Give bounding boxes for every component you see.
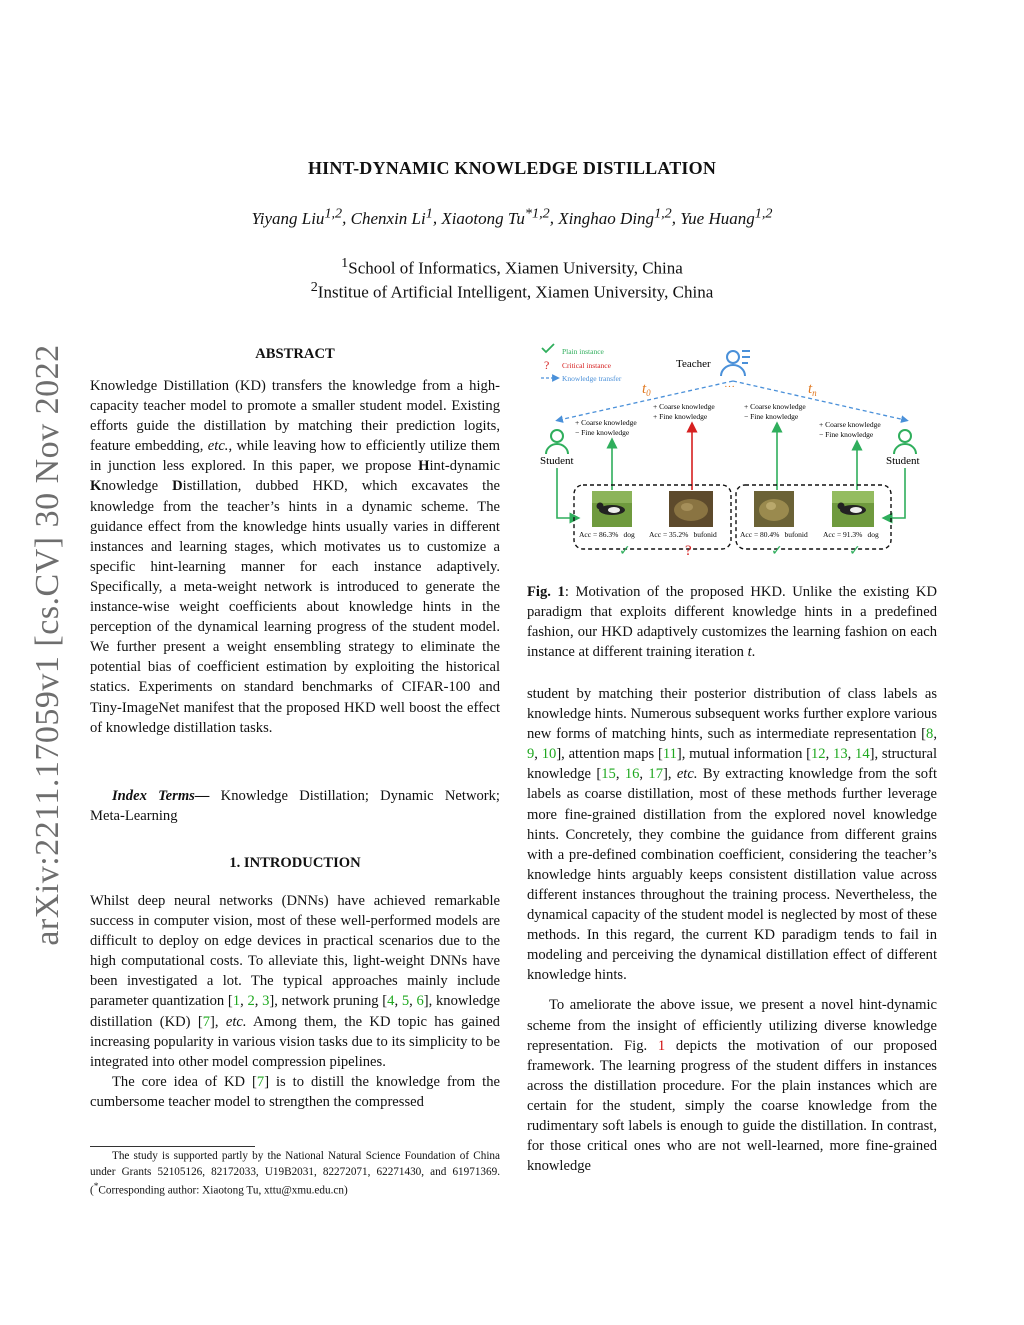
- figure-legend: [541, 344, 622, 383]
- question-icon: ?: [544, 358, 550, 372]
- paper-title: HINT-DYNAMIC KNOWLEDGE DISTILLATION: [307, 158, 717, 178]
- knowledge-text: − Fine knowledge: [819, 430, 874, 439]
- footnote: The study is supported partly by the National Natural Science Foundation of China under Grants 52105126, 82172033, U19B2031, 82272071, 62271430, and 61971369.(*Corresponding author: Xiaotong Tu, xttu@xmu.edu.cn): [90, 1150, 500, 1197]
- knowledge-text: + Coarse knowledge: [819, 420, 881, 429]
- knowledge-text: − Fine knowledge: [744, 412, 799, 421]
- check-icon: ✓: [619, 544, 631, 559]
- acc-label: Acc = 91.3% dog: [823, 530, 879, 539]
- author: Xinghao Ding$^{1,2}$: [558, 205, 672, 228]
- figure-caption: Fig. 1: Motivation of the proposed HKD. Unlike the existing KD paradigm that exploits different knowledge hints in a predefined fashion, our HKD adaptively customizes the learning fashion on each instance at different training iteration t.: [527, 584, 937, 661]
- author-list: Yiyang Liu$^{1,2}$, Chenxin Li$^1$, Xiaotong Tu$^{*1,2}$, Xinghao Ding$^{1,2}$, Yue Huang$^{1,2}$: [251, 205, 773, 228]
- legend-critical: Critical instance: [562, 361, 611, 370]
- legend-transfer: Knowledge transfer: [562, 374, 622, 383]
- author: Chenxin Li$^1$: [350, 205, 433, 228]
- arxiv-stamp: [18, 340, 78, 950]
- figure-1-svg: [527, 340, 937, 562]
- affiliation-2: $^2$Institue of Artificial Intelligent, Xiamen University, China: [310, 279, 714, 302]
- check-icon: [542, 344, 554, 352]
- green-arrow: [557, 468, 575, 518]
- time-dots: ···: [724, 381, 735, 393]
- student-label-left: Student: [540, 455, 574, 467]
- toad-image: [754, 491, 794, 527]
- footnote-rule: [90, 1146, 255, 1147]
- arxiv-id: arXiv:2211.17059v1 [cs.CV] 30 Nov 2022: [29, 344, 66, 946]
- author: Yue Huang$^{1,2}$: [680, 205, 773, 228]
- intro-body: Whilst deep neural networks (DNNs) have achieved remarkable success in computer vision, most of these well-performed models are difficult to deploy on edge devices in practical scenarios due to the high computational costs. To alleviate this, light-weight DNNs have been investigated a lot. The typical approaches mainly include parameter quantization [1, 2, 3], network pruning [4, 5, 6], knowledge distillation (KD) [7], etc. Among them, the KD topic has gained increasing popularity in various vision tasks due to its simplicity to be integrated into other model compression pipelines. The core idea of KD [7] is to distill the knowledge from the cumbersome teacher model to strengthen the compressed: [90, 893, 501, 1110]
- acc-label: Acc = 35.2% bufonid: [649, 530, 717, 539]
- student-label-right: Student: [886, 455, 920, 467]
- tn-label: $t_n$: [808, 381, 817, 398]
- abstract-body: Knowledge Distillation (KD) transfers the knowledge from a high-capacity teacher model to promote a smaller student model. Existing efforts guide the distillation by matching their prediction logits, feature embedding, etc., while leaving how to efficiently utilize them in junction less explored. In this paper, we propose Hint-dynamic Knowledge Distillation, dubbed HKD, which excavates the knowledge from the teacher’s hints in a dynamic scheme. The guidance effect from the knowledge hints usually varies in different instances and learning stages, which motivates us to customize a specific hint-learning manner for each instance adaptively. Specifically, a meta-weight network is introduced to generate the instance-wise weight coefficients about knowledge hints in the perception of the dynamical learning progress of the student model. We further present a weight ensembling strategy to eliminate the potential bias of coefficient estimation by exploiting the historical statics. Experiments on standard benchmarks of CIFAR-100 and Tiny-ImageNet manifest that the proposed HKD well boost the effect of knowledge distillation tasks.: [90, 378, 501, 736]
- acc-label: Acc = 86.3% dog: [579, 530, 635, 539]
- legend-plain: Plain instance: [562, 347, 604, 356]
- toad-image: [669, 491, 713, 527]
- acc-label: Acc = 80.4% bufonid: [740, 530, 808, 539]
- teacher-icon: [721, 351, 750, 376]
- figure-1: [527, 340, 937, 562]
- author: Xiaotong Tu$^{*1,2}$: [441, 205, 550, 228]
- green-arrow: [887, 468, 905, 518]
- abstract-heading: ABSTRACT: [255, 346, 335, 362]
- dog-image: [592, 491, 632, 527]
- knowledge-text: + Coarse knowledge: [653, 402, 715, 411]
- right-column-body: student by matching their posterior distribution of class labels as knowledge hints. Numerous subsequent works further explore various new forms of matching hints, such as intermediate representation [8, 9, 10], attention maps [11], mutual information [12, 13, 14], structural knowledge [15, 16, 17], etc. By extracting knowledge from the soft labels as coarse distillation, most of these methods further leverage more fine-grained distillation from the explored novel knowledge hints. Concretely, they combine the guidance from different grains with a pre-defined combination coefficient, considering the teacher’s knowledge hints arguably keeps consistent distillation value across different instances throughout the training process. Nevertheless, the dynamical capacity of the student model is neglected by most of these methods. In this regard, the current KD paradigm tends to fail in modeling and perceiving the dynamical distillation effect of different knowledge hints. To ameliorate the above issue, we present a novel hint-dynamic scheme from the insight of efficiently utilizing diverse knowledge representation. Fig. 1 depicts the motivation of our proposed framework. The learning progress of the student differs in instances across the distillation procedure. For the plain instances which are certain for the student, simply the coarse knowledge from the rudimentary soft labels is enough to guide the distillation. In contrast, for those critical ones who are not well-learned, more fine-grained knowledge: [527, 686, 938, 1175]
- intro-heading: 1. INTRODUCTION: [229, 855, 361, 871]
- knowledge-text: − Fine knowledge: [575, 428, 630, 437]
- knowledge-text: + Coarse knowledge: [744, 402, 806, 411]
- dog-image: [832, 491, 874, 527]
- knowledge-text: + Coarse knowledge: [575, 418, 637, 427]
- question-icon: ?: [685, 543, 692, 559]
- check-icon: ✓: [849, 544, 861, 559]
- author: Yiyang Liu$^{1,2}$: [251, 205, 343, 228]
- affiliation-1: $^1$School of Informatics, Xiamen University, China: [341, 255, 683, 278]
- index-terms: Index Terms— Knowledge Distillation; Dynamic Network; Meta-Learning: [90, 788, 500, 825]
- t0-label: $t_0$: [642, 381, 651, 398]
- teacher-label: Teacher: [676, 358, 711, 370]
- check-icon: ✓: [771, 544, 783, 559]
- knowledge-text: + Fine knowledge: [653, 412, 708, 421]
